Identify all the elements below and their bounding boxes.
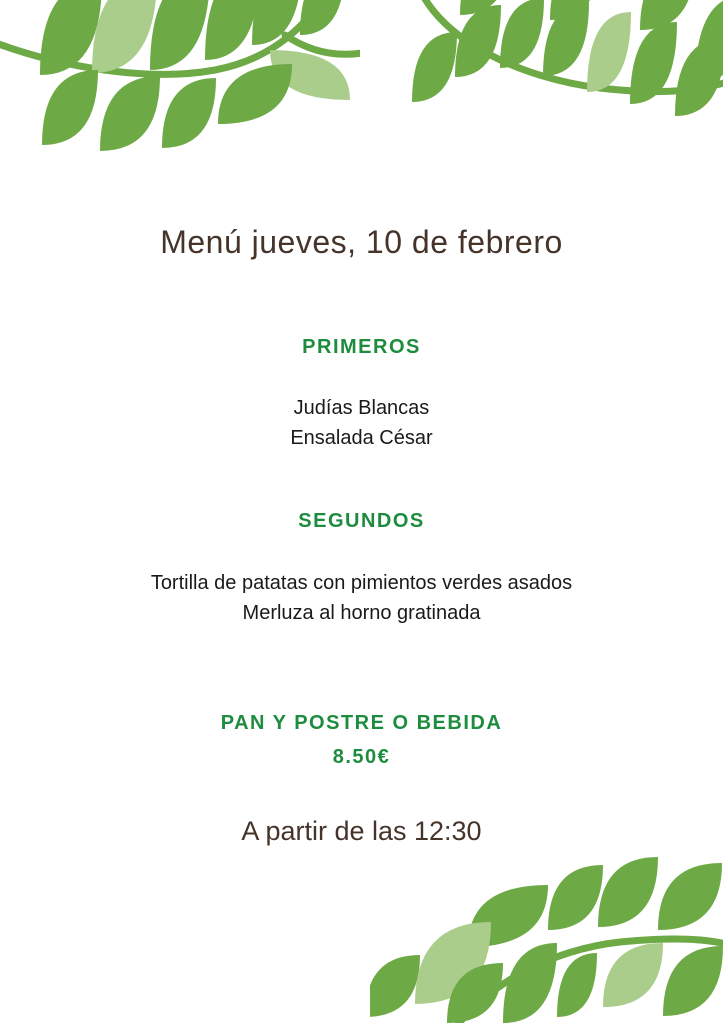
price-label: 8.50€: [332, 746, 391, 768]
leaf-icon: [150, 0, 210, 70]
menu-item: Merluza al horno gratinada: [242, 602, 481, 624]
leaf-icon: [92, 0, 157, 73]
leaf-icon: [598, 857, 658, 927]
leaf-icon: [603, 943, 663, 1007]
segundos-items: [0, 568, 723, 628]
leaf-icon: [300, 0, 345, 35]
branch-leaves: [412, 0, 723, 116]
leaf-icon: [42, 70, 98, 145]
branch-stem: [285, 35, 360, 54]
leaf-icon: [455, 5, 501, 77]
leaf-icon: [557, 953, 597, 1017]
leaf-icon: [503, 943, 557, 1023]
primeros-items: [0, 393, 723, 453]
leaf-icon: [162, 78, 216, 148]
section-heading-primeros: PRIMEROS: [302, 336, 421, 358]
leaf-icon: [587, 12, 631, 92]
serving-time-note: A partir de las 12:30: [241, 816, 482, 846]
leaf-icon: [370, 955, 420, 1017]
leaf-icon: [500, 0, 544, 68]
leaf-icon: [695, 0, 723, 85]
menu-item: Judías Blancas: [293, 397, 430, 419]
leaf-icon: [658, 863, 722, 930]
menu-item: Ensalada César: [290, 427, 433, 449]
section-heading-segundos: SEGUNDOS: [298, 510, 425, 532]
menu-item: Tortilla de patatas con pimientos verdes asados: [150, 572, 573, 594]
leaf-branch-top-left-icon: [0, 0, 360, 170]
leaf-icon: [412, 32, 457, 102]
leaf-branch-top-right-icon: [400, 0, 723, 150]
leaf-icon: [100, 76, 160, 151]
leaf-icon: [218, 64, 292, 124]
leaf-icon: [548, 865, 603, 930]
menu-title: Menú jueves, 10 de febrero: [160, 224, 563, 260]
leaf-icon: [663, 946, 723, 1016]
leaf-icon: [205, 0, 260, 60]
leaf-branch-bottom-right-icon: [370, 850, 723, 1023]
footer-heading: PAN Y POSTRE O BEBIDA: [220, 712, 503, 734]
